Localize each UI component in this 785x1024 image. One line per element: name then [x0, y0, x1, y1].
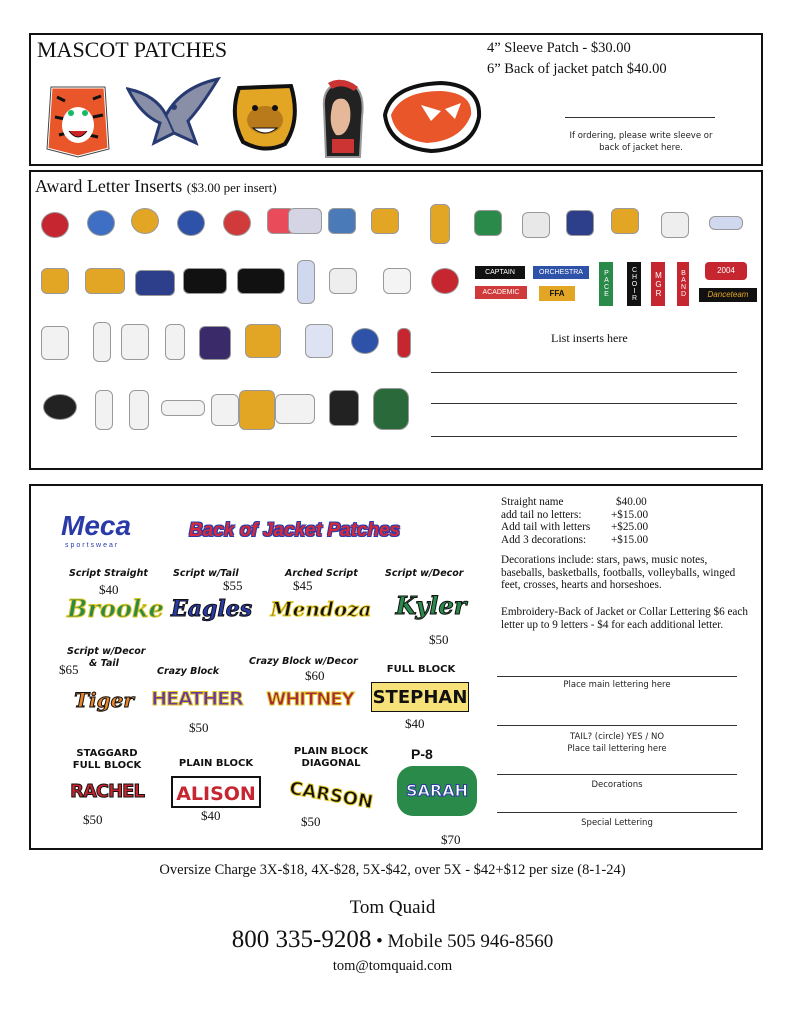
sample-label: Script w/Tail [173, 568, 239, 579]
ffa-insert: FFA [539, 286, 575, 301]
track-insert [474, 210, 502, 236]
gavel-insert [275, 394, 315, 424]
orchestra-insert: ORCHESTRA [533, 266, 589, 279]
megaphone-insert [85, 268, 125, 294]
back-of-jacket-section [29, 484, 763, 850]
wreath-insert [351, 328, 379, 354]
golfer-insert [165, 324, 185, 360]
list-inserts-line-3 [431, 436, 737, 437]
bear-patch [229, 80, 301, 152]
sample-price: $50 [301, 814, 321, 829]
tail-line [497, 725, 737, 726]
diploma-insert [661, 212, 689, 238]
contact-phones [0, 926, 785, 954]
sample-label: PLAIN BLOCK [178, 758, 254, 769]
list-inserts-line-1 [431, 372, 737, 373]
tail-lettering-label: Place tail lettering here [567, 744, 667, 754]
order-note-1: If ordering, please write sleeve or [569, 131, 713, 141]
sample-label: Arched Script [285, 568, 358, 579]
sample-label: P-8 [411, 746, 433, 762]
sample-label: Script w/Decor [385, 568, 464, 579]
sample-name-stephan: STEPHAN [371, 682, 469, 712]
sample-price: $40 [405, 716, 425, 731]
sample-price: $40 [201, 808, 221, 823]
pennant-insert [297, 260, 315, 304]
sample-price: $40 [99, 582, 119, 597]
tiger-patch [43, 77, 113, 159]
sample-label: PLAIN BLOCK [293, 746, 369, 757]
basketball-insert [87, 210, 115, 236]
sleeve-back-write-line [565, 117, 715, 118]
sample-name-heather: HEATHER [151, 688, 243, 710]
decorations-line [497, 774, 737, 775]
pricing-list [501, 496, 751, 546]
pricing-row: add tail no letters: +$15.00 [501, 508, 649, 521]
sample-price: $55 [223, 578, 243, 593]
team-insert [199, 326, 231, 360]
flags-insert [329, 268, 357, 294]
phone-number[interactable]: 800 335-9208 [231, 926, 372, 953]
meca-logo: Meca [61, 510, 132, 541]
trumpet-insert [161, 400, 205, 416]
treble-clef-insert [211, 394, 239, 426]
mgr-insert: MGR [651, 262, 665, 306]
contact-name: Tom Quaid [349, 897, 436, 918]
sample-name-brooke: Brooke [67, 594, 164, 623]
meca-logo-sub: sportswear [65, 542, 120, 549]
saxophone-insert [95, 390, 113, 430]
palette-insert [43, 394, 77, 420]
sample-label: Crazy Block w/Decor [249, 656, 358, 667]
pace-insert: PACE [599, 262, 613, 306]
sample-name-alison: ALISON [171, 776, 261, 808]
sample-label: Script w/Decor [67, 646, 146, 657]
tail-question: TAIL? (circle) YES / NO [569, 732, 665, 742]
medical-insert [373, 388, 409, 430]
academic-insert: ACADEMIC [475, 286, 527, 299]
volleyball-insert [223, 210, 251, 236]
golf-insert [371, 208, 399, 234]
inserts-subtitle: ($3.00 per insert) [186, 180, 277, 195]
sample-label-2: FULL BLOCK [72, 760, 142, 771]
pricing-row: Straight name $40.00 [501, 496, 647, 508]
soccer-insert [131, 208, 159, 234]
sample-price: $50 [429, 632, 449, 647]
gymnast-insert [245, 324, 281, 358]
sample-name-tiger: Tiger [74, 688, 134, 712]
crossed-rifles-insert [383, 268, 411, 294]
choir-insert: CHOIR [627, 262, 641, 306]
book-insert [522, 212, 550, 238]
sample-label: STAGGARD [76, 748, 138, 759]
decorations-label: Decorations [591, 780, 643, 790]
hockey-insert [328, 208, 356, 234]
main-lettering-label: Place main lettering here [563, 680, 671, 690]
decorations-text: Decorations include: stars, paws, music notes, baseballs, basketballs, footballs, volleyballs, winged feet, crosses, hearts and horseshoes. [501, 554, 736, 591]
special-line [497, 812, 737, 813]
star-insert [431, 268, 459, 294]
band-insert: BAND [677, 262, 689, 306]
baseball-insert [177, 210, 205, 236]
captain-insert: CAPTAIN [475, 266, 525, 279]
lacrosse-insert [288, 208, 322, 234]
award-inserts-section [29, 170, 763, 470]
sample-price: $60 [305, 668, 325, 683]
swimmer-insert [41, 326, 69, 360]
contact-email[interactable]: tom@tomquaid.com [332, 958, 453, 974]
cross-insert [430, 204, 450, 244]
violin-insert [129, 390, 149, 430]
sample-price: $50 [83, 812, 103, 827]
pencil-insert [709, 216, 743, 230]
main-lettering-line [497, 676, 737, 677]
sample-label: FULL BLOCK [386, 664, 456, 675]
special-label: Special Lettering [581, 818, 653, 828]
wildcat-patch [381, 81, 483, 153]
jacket-banner: Back of Jacket Patches [189, 520, 401, 541]
danceteam-insert: Danceteam [699, 288, 757, 302]
trojan-patch [314, 77, 369, 159]
eagle-patch [126, 77, 221, 147]
sample-label: Script Straight [69, 568, 148, 579]
mascot-patches-section [29, 33, 763, 166]
inserts-title-text: Award Letter Inserts [35, 176, 183, 196]
mobile-number[interactable]: • Mobile 505 946-8560 [371, 931, 554, 952]
winged-foot-insert [135, 270, 175, 296]
weightlifter-insert [121, 324, 149, 360]
torch-insert [397, 328, 411, 358]
sample-price: $70 [441, 832, 461, 847]
sample-label: Crazy Block [157, 666, 220, 677]
sample-price: $45 [293, 578, 313, 593]
mascot-title: MASCOT PATCHES [37, 37, 228, 62]
pricing-row: Add 3 decorations: +$15.00 [501, 533, 649, 546]
list-inserts-label: List inserts here [551, 331, 628, 345]
sample-name-whitney: WHITNEY [266, 689, 354, 710]
sample-label-2: DIAGONAL [301, 758, 361, 769]
sample-price: $50 [189, 720, 209, 735]
wrestling-insert [41, 268, 69, 294]
sample-label-2: & Tail [89, 658, 119, 669]
wings-insert [183, 268, 227, 294]
lamp-gold-insert [566, 210, 594, 236]
boot-insert [305, 324, 333, 358]
sample-name-rachel: RACHEL [70, 781, 144, 802]
back-price: 6” Back of jacket patch $40.00 [487, 61, 667, 77]
sleeve-price: 4” Sleeve Patch - $30.00 [487, 40, 631, 56]
order-note-2: back of jacket here. [599, 143, 683, 153]
sample-name-eagles: Eagles [171, 596, 253, 622]
pricing-row: Add tail with letters +$25.00 [501, 521, 649, 533]
diver-insert [93, 322, 111, 362]
inserts-title [35, 176, 277, 197]
cc-insert [237, 268, 285, 294]
drama-insert [329, 390, 359, 426]
sample-name-mendoza: Mendoza [270, 597, 372, 621]
sample-name-kyler: Kyler [395, 591, 467, 620]
football-insert [41, 212, 69, 238]
oversize-charge: Oversize Charge 3X-$18, 4X-$28, 5X-$42, over 5X - $42+$12 per size (8-1-24) [159, 862, 626, 878]
sample-price: $65 [59, 662, 79, 677]
music-note-insert [239, 390, 275, 430]
sample-name-carson: CARSON [287, 777, 375, 814]
list-inserts-line-2 [431, 403, 737, 404]
lamp-insert [611, 208, 639, 234]
sample-name-sarah: SARAH [397, 766, 477, 816]
embroidery-text: Embroidery-Back of Jacket or Collar Lettering $6 each letter up to 9 letters - $4 for each additional letter. [501, 606, 748, 631]
year-insert: 2004 [705, 262, 747, 280]
